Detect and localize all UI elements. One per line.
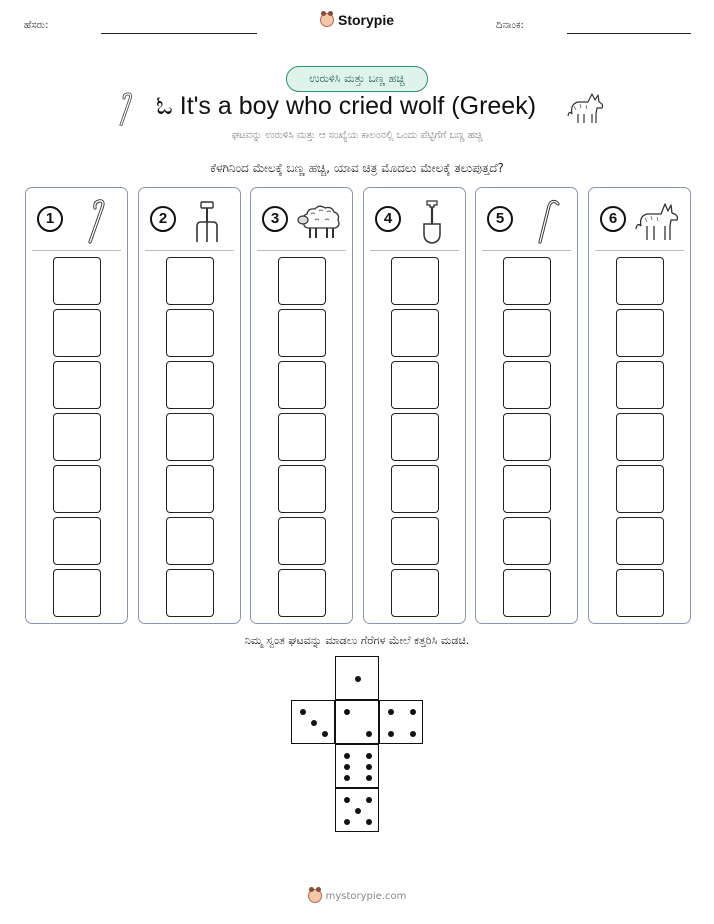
die-pip (366, 764, 372, 770)
die-pip (366, 753, 372, 759)
wolf-icon (635, 198, 683, 244)
footer-url: mystorypie.com (325, 890, 407, 902)
color-box[interactable] (616, 569, 664, 617)
subtitle: ಘಟವನ್ನು ಉರುಳಿಸಿ ಮತ್ತು ಆ ಸಂಖ್ಯೆಯ ಕಾಲಂನಲ್ಲಿ ಒಂದು ಪೆಟ್ಟಿಗೆಗೆ ಬಣ್ಣ ಹಚ್ಚಿ (231, 130, 483, 141)
date-label: ದಿನಾಂಕ: (496, 20, 524, 31)
color-box[interactable] (503, 257, 551, 305)
title-row (0, 92, 714, 128)
color-box[interactable] (166, 569, 214, 617)
activity-badge: ಉರುಳಿಸಿ ಮತ್ತು ಬಣ್ಣ ಹಚ್ಚಿ (286, 66, 428, 92)
name-line (101, 33, 257, 34)
date-line (567, 33, 691, 34)
color-box[interactable] (166, 361, 214, 409)
shepherd-crook-icon (72, 198, 120, 244)
die-pip (366, 731, 372, 737)
color-box[interactable] (166, 517, 214, 565)
color-box[interactable] (616, 257, 664, 305)
die-pip (311, 720, 317, 726)
column-divider (32, 250, 121, 251)
column-number: 6 (600, 206, 626, 232)
column-4 (363, 187, 466, 624)
die-pip (388, 709, 394, 715)
pitchfork-icon (185, 198, 233, 244)
color-box[interactable] (503, 361, 551, 409)
die-pip (366, 797, 372, 803)
color-box[interactable] (278, 257, 326, 305)
color-box[interactable] (503, 309, 551, 357)
page-title: ಓ It's a boy who cried wolf (Greek) (156, 92, 537, 120)
column-number: 4 (375, 206, 401, 232)
color-box[interactable] (278, 361, 326, 409)
color-box[interactable] (53, 309, 101, 357)
die-pip (366, 819, 372, 825)
column-divider (257, 250, 346, 251)
instruction: ಕೆಳಗಿನಿಂದ ಮೇಲಕ್ಕೆ ಬಣ್ಣ ಹಚ್ಚಿ, ಯಾವ ಚಿತ್ರ ಮೊದಲು ಮೇಲಕ್ಕೆ ತಲುಪುತ್ತದೆ? (210, 161, 504, 175)
die-pip (344, 819, 350, 825)
color-box[interactable] (278, 569, 326, 617)
die-pip (388, 731, 394, 737)
color-box[interactable] (278, 309, 326, 357)
die-face-5 (335, 788, 379, 832)
column-number: 3 (262, 206, 288, 232)
color-box[interactable] (616, 309, 664, 357)
color-box[interactable] (278, 413, 326, 461)
color-box[interactable] (166, 413, 214, 461)
color-box[interactable] (166, 257, 214, 305)
footer (0, 888, 714, 907)
color-box[interactable] (53, 517, 101, 565)
die-pip (410, 731, 416, 737)
die-pip (366, 775, 372, 781)
color-box[interactable] (503, 413, 551, 461)
column-divider (595, 250, 684, 251)
storypie-mascot-icon (308, 889, 322, 903)
color-box[interactable] (53, 361, 101, 409)
walking-cane-icon (522, 198, 570, 244)
die-pip (322, 731, 328, 737)
storypie-mascot-icon (320, 13, 334, 27)
column-number: 1 (37, 206, 63, 232)
color-box[interactable] (53, 569, 101, 617)
die-pip (355, 676, 361, 682)
wolf-icon (566, 90, 606, 126)
color-box[interactable] (166, 309, 214, 357)
color-box[interactable] (391, 517, 439, 565)
brand (0, 12, 714, 31)
column-3 (250, 187, 353, 624)
color-box[interactable] (616, 413, 664, 461)
die-face-3 (291, 700, 335, 744)
die-pip (344, 709, 350, 715)
color-box[interactable] (278, 517, 326, 565)
die-pip (410, 709, 416, 715)
brand-name: Storypie (337, 12, 394, 28)
color-box[interactable] (503, 465, 551, 513)
die-pip (344, 764, 350, 770)
name-label: ಹೆಸರು: (24, 20, 49, 31)
color-box[interactable] (616, 465, 664, 513)
column-divider (482, 250, 571, 251)
die-pip (344, 797, 350, 803)
color-box[interactable] (278, 465, 326, 513)
die-face-4 (379, 700, 423, 744)
color-box[interactable] (53, 413, 101, 461)
color-box[interactable] (391, 257, 439, 305)
column-divider (370, 250, 459, 251)
column-6 (588, 187, 691, 624)
color-box[interactable] (53, 465, 101, 513)
color-box[interactable] (391, 361, 439, 409)
die-pip (300, 709, 306, 715)
color-box[interactable] (616, 517, 664, 565)
color-box[interactable] (391, 413, 439, 461)
column-number: 5 (487, 206, 513, 232)
die-face-6 (335, 744, 379, 788)
sheep-icon (297, 198, 345, 244)
color-box[interactable] (503, 517, 551, 565)
color-box[interactable] (616, 361, 664, 409)
column-divider (145, 250, 234, 251)
color-box[interactable] (391, 569, 439, 617)
column-1 (25, 187, 128, 624)
die-face-2 (335, 700, 379, 744)
color-box[interactable] (166, 465, 214, 513)
color-box[interactable] (391, 465, 439, 513)
shovel-icon (410, 198, 458, 244)
color-box[interactable] (391, 309, 439, 357)
die-pip (344, 753, 350, 759)
shepherd-crook-icon (116, 92, 138, 126)
color-box[interactable] (503, 569, 551, 617)
column-2 (138, 187, 241, 624)
die-pip (344, 775, 350, 781)
die-pip (355, 808, 361, 814)
die-face-1 (335, 656, 379, 700)
column-5 (475, 187, 578, 624)
column-number: 2 (150, 206, 176, 232)
color-box[interactable] (53, 257, 101, 305)
cutout-instruction: ನಿಮ್ಮ ಸ್ವಂತ ಘಟವನ್ನು ಮಾಡಲು ಗೆರೆಗಳ ಮೇಲೆ ಕತ್ತರಿಸಿ ಮಡಚಿ. (244, 634, 470, 647)
